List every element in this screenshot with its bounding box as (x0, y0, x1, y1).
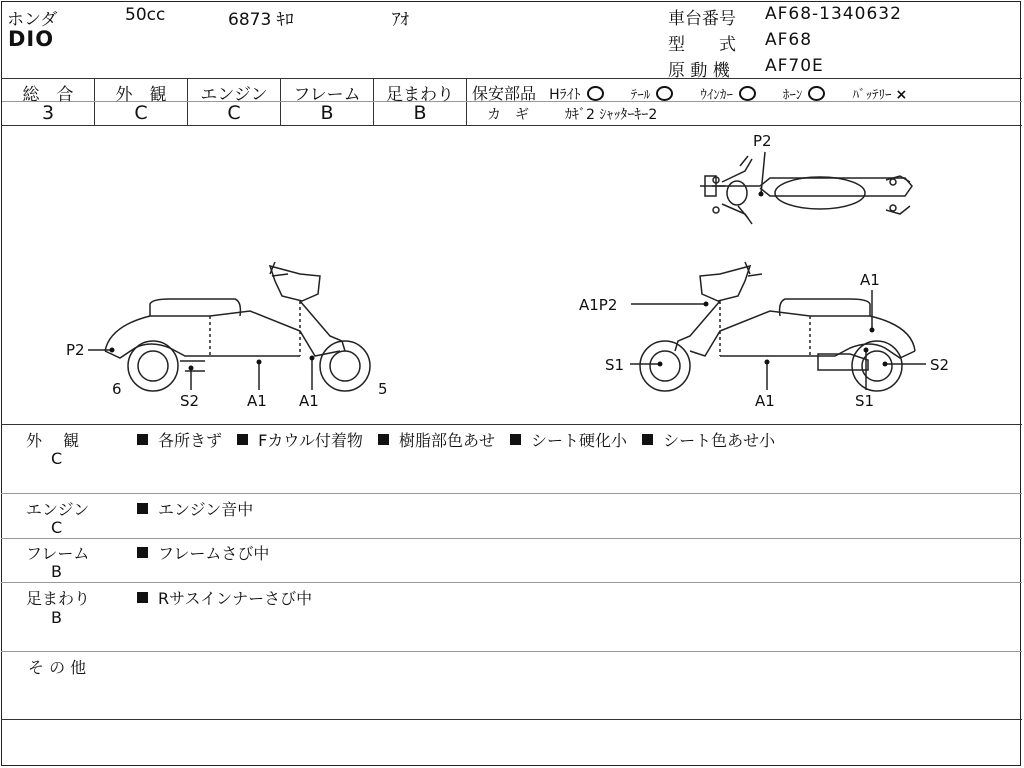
mark-right-s1-1: S1 (605, 356, 625, 374)
safety-label: 保安部品 (472, 84, 537, 103)
mileage: 6873 ｷﾛ (228, 10, 294, 30)
winker-label: ｳｲﾝｶｰ (700, 88, 733, 103)
frame-grade: B (320, 102, 334, 124)
engine-model: AF70E (765, 56, 824, 76)
bullet-icon (137, 547, 148, 558)
suspension-grade-label: 足まわり (386, 85, 454, 105)
key-value: ｶｷﾞ2 ｼｬｯﾀｰｷｰ2 (565, 107, 658, 123)
section-frame-items (137, 541, 269, 564)
section-exterior-items (137, 428, 775, 451)
bullet-icon (510, 434, 521, 445)
section-frame-grade: B (51, 562, 62, 581)
divider (1, 78, 1022, 79)
mark-right-a1-2: A1 (860, 271, 880, 289)
bullet-icon (137, 592, 148, 603)
remark-item: Fカウル付着物 (258, 431, 363, 450)
scooter-top-view (700, 152, 912, 224)
divider (1, 538, 1022, 539)
exterior-label: 外 観 (115, 85, 167, 105)
overall-label: 総 合 (22, 85, 74, 105)
mark-right-s2: S2 (930, 356, 950, 374)
mark-left-a1-2: A1 (299, 392, 319, 410)
section-engine-title: エンジン (26, 500, 90, 519)
winker-ok-icon (739, 86, 756, 101)
bullet-icon (137, 503, 148, 514)
body-color: ｱｵ (392, 10, 409, 30)
safety-parts-row (472, 81, 907, 104)
remark-item: フレームさび中 (158, 544, 270, 563)
mark-top-p2: P2 (753, 132, 772, 150)
displacement: 50cc (125, 5, 166, 25)
headlight-label: Hﾗｲﾄ (549, 87, 581, 103)
battery-ng-icon: × (895, 87, 908, 103)
maker: ホンダ (7, 10, 58, 30)
section-frame-title: フレーム (26, 544, 90, 563)
remark-item: シート色あせ小 (663, 431, 776, 450)
remark-item: Rサスインナーさび中 (158, 589, 313, 608)
mark-left-a1-1: A1 (247, 392, 267, 410)
exterior-grade: C (134, 102, 148, 124)
mark-right-a1-1: A1 (755, 392, 775, 410)
engine-grade: C (227, 102, 241, 124)
tail-label: ﾃｰﾙ (630, 88, 651, 103)
remark-item: 各所きず (158, 431, 223, 450)
battery-label: ﾊﾞｯﾃﾘｰ (852, 88, 892, 103)
bullet-icon (642, 434, 653, 445)
horn-label: ﾎｰﾝ (782, 88, 803, 103)
overall-grade: 3 (41, 102, 55, 124)
divider (1, 582, 1022, 583)
frame-number-label: 車台番号 (668, 9, 736, 29)
section-exterior-grade: C (51, 449, 63, 468)
section-engine-grade: C (51, 518, 63, 537)
section-suspension-title: 足まわり (26, 589, 91, 608)
bullet-icon (378, 434, 389, 445)
section-suspension-grade: B (51, 608, 62, 627)
bullet-icon (137, 434, 148, 445)
remark-item: 樹脂部色あせ (398, 431, 495, 450)
mark-left-6: 6 (112, 380, 122, 398)
headlight-ok-icon (587, 86, 604, 101)
remark-item: シート硬化小 (531, 431, 628, 450)
section-engine-items (137, 497, 253, 520)
mark-right-a1p2: A1P2 (579, 296, 618, 314)
suspension-grade: B (413, 102, 427, 124)
damage-diagram (0, 126, 1024, 426)
divider (466, 78, 467, 126)
divider (1, 493, 1022, 494)
mark-right-s1-2: S1 (855, 392, 875, 410)
key-label: カ ギ (487, 107, 529, 123)
type-value: AF68 (765, 30, 813, 50)
section-other-title: そ の 他 (28, 658, 87, 677)
bullet-icon (237, 434, 248, 445)
engine-label: 原 動 機 (668, 61, 730, 81)
mark-left-p2: P2 (66, 341, 85, 359)
model-name: DIO (8, 27, 55, 51)
divider (1, 719, 1022, 720)
type-label: 型 式 (668, 35, 736, 55)
frame-number: AF68-1340632 (765, 4, 902, 24)
mark-left-s2: S2 (180, 392, 200, 410)
scooter-left-view (105, 262, 370, 391)
frame-grade-label: フレーム (293, 85, 361, 105)
mark-left-5: 5 (378, 380, 388, 398)
section-exterior-title: 外 観 (26, 431, 80, 450)
engine-grade-label: エンジン (200, 85, 268, 105)
section-suspension-items (137, 586, 312, 609)
tail-ok-icon (656, 86, 673, 101)
horn-ok-icon (808, 86, 825, 101)
divider (1, 651, 1022, 652)
remark-item: エンジン音中 (158, 500, 254, 519)
